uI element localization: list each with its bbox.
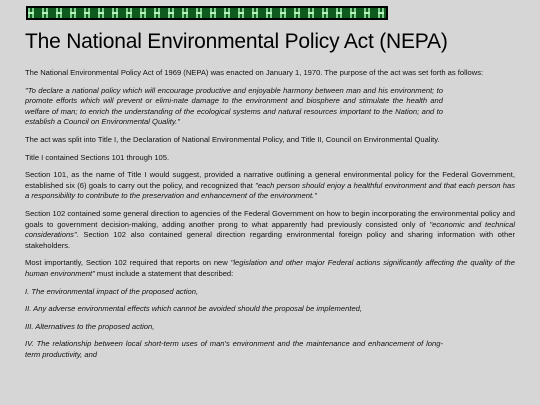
section-102-quote: "economic and technical considerations" xyxy=(25,219,516,240)
list-item: II. Any adverse environmental effects which cannot be avoided should the proposal be implemented, xyxy=(25,304,362,314)
report-requirement-text-end: must include a statement that described: xyxy=(94,268,234,278)
section-102-paragraph xyxy=(25,209,515,251)
purpose-quote: "To declare a national policy which will encourage productive and enjoyable harmony between man and his environment; to promote efforts which will prevent or elimi-nate damage to the environment and biosphere and stimulate the health and welfare of man; to enrich the understanding of the ecological systems and natural resources important to the Nation; and to establish a Council on Environmental Quality." xyxy=(25,85,443,127)
section-102-text: Section 102 contained some general direction to agencies of the Federal Government on how to begin incorporating the environmental policy and goals to government decision-making, adding another prong to what apparently had previously consisted only of xyxy=(25,208,515,229)
section-101-paragraph xyxy=(25,170,515,202)
section-102-text-end: . Section 102 also contained general direction regarding environmental foreign policy and sharing information with other stakeholders. xyxy=(25,230,515,250)
page-title: The National Environmental Policy Act (NEPA) xyxy=(25,30,448,53)
decorative-banner xyxy=(26,6,388,20)
title-one-paragraph: Title I contained Sections 101 through 105. xyxy=(25,152,170,162)
list-item: IV. The relationship between local short-term uses of man's environment and the maintenance and enhancement of long-term productivity, and xyxy=(25,339,443,359)
section-101-quote: "each person should enjoy a healthful environment and that each person has a responsibility to contribute to the preservation and enhancement of the environment." xyxy=(25,180,516,201)
list-item: III. Alternatives to the proposed action, xyxy=(25,321,155,331)
section-101-text: Section 101, as the name of Title I would suggest, provided a narrative outlining a general environmental policy for the Federal Government, established six (6) goals to carry out the policy, and recognized that xyxy=(25,170,515,190)
article-body xyxy=(25,68,515,367)
report-requirement-text: Most importantly, Section 102 required that reports on new xyxy=(25,258,231,268)
split-paragraph: The act was split into Title I, the Declaration of National Environmental Policy, and Title II, Council on Environmental Quality. xyxy=(25,134,440,144)
report-requirement-quote: "legislation and other major Federal actions significantly affecting the quality of the human environment" xyxy=(25,258,515,278)
report-requirement-paragraph xyxy=(25,258,515,279)
list-item: I. The environmental impact of the proposed action, xyxy=(25,286,199,296)
intro-paragraph: The National Environmental Policy Act of 1969 (NEPA) was enacted on January 1, 1970. The purpose of the act was set forth as follows: xyxy=(25,68,484,77)
